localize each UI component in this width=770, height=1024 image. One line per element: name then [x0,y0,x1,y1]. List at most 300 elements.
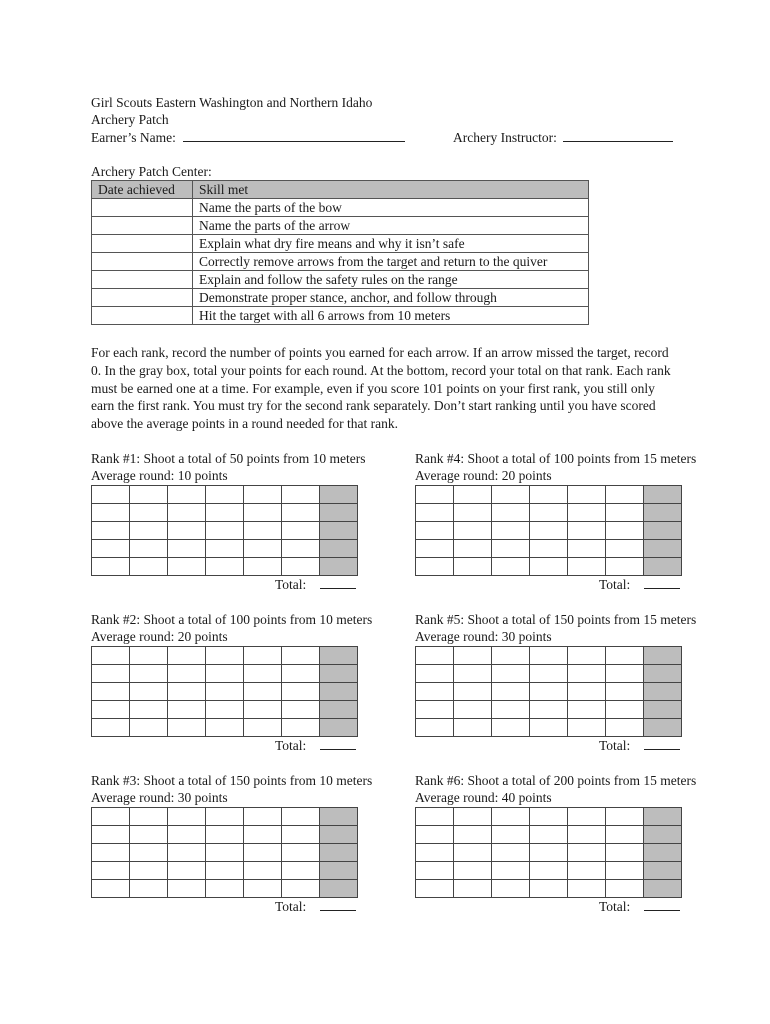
table-row [416,880,682,898]
arrow-score-cell[interactable] [492,880,530,898]
table-row [416,701,682,719]
arrow-score-cell[interactable] [282,486,320,504]
arrow-score-cell[interactable] [568,826,606,844]
round-total-cell[interactable] [644,826,682,844]
arrow-score-cell[interactable] [244,719,282,737]
arrow-score-cell[interactable] [168,486,206,504]
rank-4 [415,450,697,592]
arrow-score-cell[interactable] [282,522,320,540]
arrow-score-cell[interactable] [282,558,320,576]
date-column-header: Date achieved [92,181,193,199]
arrow-score-cell[interactable] [130,719,168,737]
round-total-cell[interactable] [644,486,682,504]
rank-total [599,897,680,915]
arrow-score-cell[interactable] [130,665,168,683]
arrow-score-cell[interactable] [568,522,606,540]
arrow-score-cell[interactable] [168,826,206,844]
arrow-score-cell[interactable] [168,844,206,862]
arrow-score-cell[interactable] [130,880,168,898]
arrow-score-cell[interactable] [606,808,644,826]
arrow-score-cell[interactable] [244,808,282,826]
arrow-score-cell[interactable] [92,647,130,665]
table-row [92,540,358,558]
instructor-row [453,128,673,146]
arrow-score-cell[interactable] [568,558,606,576]
arrow-score-cell[interactable] [530,558,568,576]
rank-1 [91,450,366,592]
round-total-cell[interactable] [644,558,682,576]
round-total-cell[interactable] [644,719,682,737]
arrow-score-cell[interactable] [530,504,568,522]
round-total-cell[interactable] [644,808,682,826]
arrow-score-cell[interactable] [454,683,492,701]
arrow-score-cell[interactable] [206,665,244,683]
arrow-score-cell[interactable] [606,540,644,558]
table-row [416,719,682,737]
arrow-score-cell[interactable] [416,647,454,665]
rank-2 [91,611,373,753]
arrow-score-cell[interactable] [206,486,244,504]
arrow-score-cell[interactable] [206,522,244,540]
table-row [92,808,358,826]
arrow-score-cell[interactable] [244,701,282,719]
arrow-score-cell[interactable] [244,522,282,540]
round-total-cell[interactable] [320,522,358,540]
score-grid [415,485,682,576]
rank-title: Rank #5: Shoot a total of 150 points from 15 meters [415,612,697,627]
arrow-score-cell[interactable] [568,808,606,826]
arrow-score-cell[interactable] [416,683,454,701]
arrow-score-cell[interactable] [416,880,454,898]
arrow-score-cell[interactable] [568,844,606,862]
arrow-score-cell[interactable] [606,701,644,719]
score-grid [415,646,682,737]
arrow-score-cell[interactable] [92,540,130,558]
arrow-score-cell[interactable] [568,719,606,737]
earner-name-label: Earner’s Name: [91,130,176,145]
arrow-score-cell[interactable] [530,880,568,898]
date-cell[interactable] [92,199,193,217]
score-grid [415,807,682,898]
arrow-score-cell[interactable] [206,701,244,719]
total-label: Total: [599,577,631,592]
arrow-score-cell[interactable] [206,647,244,665]
rank-total [599,575,680,593]
earner-name-field[interactable] [183,128,405,142]
arrow-score-cell[interactable] [416,701,454,719]
arrow-score-cell[interactable] [92,683,130,701]
arrow-score-cell[interactable] [244,844,282,862]
arrow-score-cell[interactable] [454,826,492,844]
table-row [92,253,589,271]
table-row [416,665,682,683]
skill-column-header: Skill met [193,181,589,199]
arrow-score-cell[interactable] [454,540,492,558]
rank-total [275,575,356,593]
arrow-score-cell[interactable] [282,844,320,862]
table-row [416,558,682,576]
arrow-score-cell[interactable] [130,844,168,862]
arrow-score-cell[interactable] [282,665,320,683]
org-title: Girl Scouts Eastern Washington and Northern Idaho [91,95,373,110]
arrow-score-cell[interactable] [530,540,568,558]
arrow-score-cell[interactable] [492,862,530,880]
table-row [416,647,682,665]
table-row [92,558,358,576]
skill-cell: Correctly remove arrows from the target and return to the quiver [193,253,589,271]
arrow-score-cell[interactable] [92,826,130,844]
round-total-cell[interactable] [320,504,358,522]
table-row [416,844,682,862]
round-total-cell[interactable] [320,826,358,844]
arrow-score-cell[interactable] [206,862,244,880]
arrow-score-cell[interactable] [530,826,568,844]
arrow-score-cell[interactable] [244,504,282,522]
arrow-score-cell[interactable] [568,665,606,683]
arrow-score-cell[interactable] [568,647,606,665]
arrow-score-cell[interactable] [454,880,492,898]
arrow-score-cell[interactable] [130,558,168,576]
rank-average: Average round: 30 points [415,629,552,644]
arrow-score-cell[interactable] [130,808,168,826]
skill-cell: Demonstrate proper stance, anchor, and follow through [193,289,589,307]
arrow-score-cell[interactable] [92,844,130,862]
arrow-score-cell[interactable] [492,486,530,504]
arrow-score-cell[interactable] [492,558,530,576]
instructor-field[interactable] [563,128,673,142]
arrow-score-cell[interactable] [168,665,206,683]
arrow-score-cell[interactable] [606,522,644,540]
arrow-score-cell[interactable] [168,862,206,880]
arrow-score-cell[interactable] [282,647,320,665]
round-total-cell[interactable] [320,862,358,880]
rank-title: Rank #4: Shoot a total of 100 points from 15 meters [415,451,697,466]
arrow-score-cell[interactable] [416,844,454,862]
arrow-score-cell[interactable] [130,540,168,558]
table-row [92,683,358,701]
arrow-score-cell[interactable] [282,504,320,522]
arrow-score-cell[interactable] [282,808,320,826]
round-total-cell[interactable] [644,880,682,898]
total-field[interactable] [644,575,680,589]
patch-title: Archery Patch [91,112,169,127]
rank-title: Rank #2: Shoot a total of 100 points from 10 meters [91,612,373,627]
round-total-cell[interactable] [320,647,358,665]
arrow-score-cell[interactable] [244,540,282,558]
skill-cell: Explain what dry fire means and why it isn’t safe [193,235,589,253]
arrow-score-cell[interactable] [168,522,206,540]
skill-cell: Explain and follow the safety rules on the range [193,271,589,289]
arrow-score-cell[interactable] [416,808,454,826]
arrow-score-cell[interactable] [206,558,244,576]
table-row [92,844,358,862]
arrow-score-cell[interactable] [454,558,492,576]
arrow-score-cell[interactable] [606,504,644,522]
arrow-score-cell[interactable] [606,880,644,898]
rank-title: Rank #6: Shoot a total of 200 points from 15 meters [415,773,697,788]
table-row [416,826,682,844]
arrow-score-cell[interactable] [282,719,320,737]
date-cell[interactable] [92,235,193,253]
table-row [416,486,682,504]
arrow-score-cell[interactable] [168,719,206,737]
arrow-score-cell[interactable] [492,504,530,522]
arrow-score-cell[interactable] [206,683,244,701]
arrow-score-cell[interactable] [454,647,492,665]
round-total-cell[interactable] [320,486,358,504]
arrow-score-cell[interactable] [206,880,244,898]
arrow-score-cell[interactable] [168,880,206,898]
arrow-score-cell[interactable] [492,665,530,683]
arrow-score-cell[interactable] [606,558,644,576]
total-field[interactable] [644,897,680,911]
arrow-score-cell[interactable] [92,808,130,826]
instructions-paragraph: For each rank, record the number of points you earned for each arrow. If an arrow missed the target, record 0. In the gray box, total your points for each round. At the bottom, record your total on that rank. Each rank must be earned one at a time. For example, even if you score 101 points on your first rank, you still only earn the first rank. You must try for the second rank separately. Don’t start ranking until you have scored above the average points in a round needed for that rank. [91,345,671,432]
arrow-score-cell[interactable] [168,701,206,719]
arrow-score-cell[interactable] [416,826,454,844]
arrow-score-cell[interactable] [92,862,130,880]
arrow-score-cell[interactable] [168,504,206,522]
arrow-score-cell[interactable] [416,665,454,683]
arrow-score-cell[interactable] [492,522,530,540]
arrow-score-cell[interactable] [282,862,320,880]
arrow-score-cell[interactable] [454,719,492,737]
arrow-score-cell[interactable] [568,683,606,701]
round-total-cell[interactable] [320,880,358,898]
arrow-score-cell[interactable] [454,522,492,540]
arrow-score-cell[interactable] [530,844,568,862]
arrow-score-cell[interactable] [530,719,568,737]
arrow-score-cell[interactable] [92,719,130,737]
arrow-score-cell[interactable] [244,683,282,701]
table-row [416,862,682,880]
score-grid [91,485,358,576]
rank-average: Average round: 20 points [91,629,228,644]
arrow-score-cell[interactable] [416,486,454,504]
table-row [92,826,358,844]
arrow-score-cell[interactable] [454,862,492,880]
arrow-score-cell[interactable] [282,826,320,844]
arrow-score-cell[interactable] [130,504,168,522]
patch-center-title: Archery Patch Center: [91,164,212,179]
arrow-score-cell[interactable] [568,880,606,898]
round-total-cell[interactable] [320,665,358,683]
table-row [92,486,358,504]
arrow-score-cell[interactable] [244,558,282,576]
round-total-cell[interactable] [644,647,682,665]
arrow-score-cell[interactable] [454,844,492,862]
round-total-cell[interactable] [644,862,682,880]
arrow-score-cell[interactable] [606,719,644,737]
round-total-cell[interactable] [644,504,682,522]
arrow-score-cell[interactable] [492,647,530,665]
arrow-score-cell[interactable] [606,862,644,880]
arrow-score-cell[interactable] [530,486,568,504]
arrow-score-cell[interactable] [130,826,168,844]
arrow-score-cell[interactable] [416,540,454,558]
arrow-score-cell[interactable] [530,683,568,701]
arrow-score-cell[interactable] [492,844,530,862]
arrow-score-cell[interactable] [454,808,492,826]
arrow-score-cell[interactable] [492,701,530,719]
arrow-score-cell[interactable] [244,647,282,665]
rank-title: Rank #1: Shoot a total of 50 points from 10 meters [91,451,366,466]
table-row [92,647,358,665]
arrow-score-cell[interactable] [606,683,644,701]
table-row [92,217,589,235]
arrow-score-cell[interactable] [244,826,282,844]
arrow-score-cell[interactable] [568,486,606,504]
arrow-score-cell[interactable] [454,665,492,683]
table-row [92,307,589,325]
arrow-score-cell[interactable] [530,808,568,826]
table-row [92,701,358,719]
round-total-cell[interactable] [644,540,682,558]
skill-cell: Name the parts of the bow [193,199,589,217]
table-row [92,862,358,880]
skill-cell: Hit the target with all 6 arrows from 10 meters [193,307,589,325]
round-total-cell[interactable] [644,683,682,701]
table-row [92,289,589,307]
arrow-score-cell[interactable] [92,522,130,540]
date-cell[interactable] [92,253,193,271]
total-field[interactable] [644,736,680,750]
rank-title: Rank #3: Shoot a total of 150 points from 10 meters [91,773,373,788]
arrow-score-cell[interactable] [244,862,282,880]
arrow-score-cell[interactable] [130,647,168,665]
arrow-score-cell[interactable] [130,683,168,701]
date-cell[interactable] [92,289,193,307]
arrow-score-cell[interactable] [130,522,168,540]
arrow-score-cell[interactable] [92,486,130,504]
arrow-score-cell[interactable] [416,558,454,576]
arrow-score-cell[interactable] [530,701,568,719]
arrow-score-cell[interactable] [206,826,244,844]
round-total-cell[interactable] [644,701,682,719]
date-cell[interactable] [92,271,193,289]
table-row [416,683,682,701]
arrow-score-cell[interactable] [454,486,492,504]
round-total-cell[interactable] [320,844,358,862]
total-field[interactable] [320,575,356,589]
arrow-score-cell[interactable] [568,701,606,719]
arrow-score-cell[interactable] [168,808,206,826]
arrow-score-cell[interactable] [244,880,282,898]
total-label: Total: [275,577,307,592]
arrow-score-cell[interactable] [416,719,454,737]
rank-5 [415,611,697,753]
arrow-score-cell[interactable] [130,862,168,880]
arrow-score-cell[interactable] [530,665,568,683]
arrow-score-cell[interactable] [492,683,530,701]
arrow-score-cell[interactable] [92,880,130,898]
skills-header-row [92,181,589,199]
arrow-score-cell[interactable] [92,665,130,683]
arrow-score-cell[interactable] [206,808,244,826]
arrow-score-cell[interactable] [454,701,492,719]
round-total-cell[interactable] [644,522,682,540]
arrow-score-cell[interactable] [168,540,206,558]
arrow-score-cell[interactable] [416,504,454,522]
date-cell[interactable] [92,217,193,235]
arrow-score-cell[interactable] [606,844,644,862]
arrow-score-cell[interactable] [568,504,606,522]
arrow-score-cell[interactable] [530,862,568,880]
round-total-cell[interactable] [320,701,358,719]
arrow-score-cell[interactable] [530,522,568,540]
arrow-score-cell[interactable] [92,701,130,719]
table-row [92,719,358,737]
round-total-cell[interactable] [644,844,682,862]
arrow-score-cell[interactable] [454,504,492,522]
rank-average: Average round: 40 points [415,790,552,805]
arrow-score-cell[interactable] [606,665,644,683]
round-total-cell[interactable] [320,719,358,737]
arrow-score-cell[interactable] [282,880,320,898]
arrow-score-cell[interactable] [282,701,320,719]
arrow-score-cell[interactable] [282,683,320,701]
arrow-score-cell[interactable] [168,558,206,576]
arrow-score-cell[interactable] [416,522,454,540]
rank-total [275,736,356,754]
earner-name-row [91,128,405,146]
arrow-score-cell[interactable] [568,862,606,880]
arrow-score-cell[interactable] [130,701,168,719]
arrow-score-cell[interactable] [206,844,244,862]
arrow-score-cell[interactable] [416,862,454,880]
arrow-score-cell[interactable] [168,647,206,665]
skills-table [91,180,589,325]
arrow-score-cell[interactable] [568,540,606,558]
arrow-score-cell[interactable] [206,719,244,737]
total-field[interactable] [320,736,356,750]
table-row [92,522,358,540]
date-cell[interactable] [92,307,193,325]
table-row [92,271,589,289]
arrow-score-cell[interactable] [606,486,644,504]
arrow-score-cell[interactable] [492,719,530,737]
arrow-score-cell[interactable] [606,826,644,844]
rank-3 [91,772,373,914]
arrow-score-cell[interactable] [92,504,130,522]
arrow-score-cell[interactable] [168,683,206,701]
round-total-cell[interactable] [644,665,682,683]
arrow-score-cell[interactable] [530,647,568,665]
arrow-score-cell[interactable] [492,808,530,826]
arrow-score-cell[interactable] [492,826,530,844]
round-total-cell[interactable] [320,808,358,826]
total-label: Total: [275,738,307,753]
total-field[interactable] [320,897,356,911]
arrow-score-cell[interactable] [206,504,244,522]
round-total-cell[interactable] [320,540,358,558]
arrow-score-cell[interactable] [282,540,320,558]
table-row [416,540,682,558]
rank-total [599,736,680,754]
arrow-score-cell[interactable] [606,647,644,665]
round-total-cell[interactable] [320,683,358,701]
arrow-score-cell[interactable] [244,486,282,504]
rank-average: Average round: 10 points [91,468,228,483]
round-total-cell[interactable] [320,558,358,576]
arrow-score-cell[interactable] [206,540,244,558]
arrow-score-cell[interactable] [244,665,282,683]
arrow-score-cell[interactable] [130,486,168,504]
arrow-score-cell[interactable] [492,540,530,558]
table-row [416,522,682,540]
table-row [416,808,682,826]
arrow-score-cell[interactable] [92,558,130,576]
